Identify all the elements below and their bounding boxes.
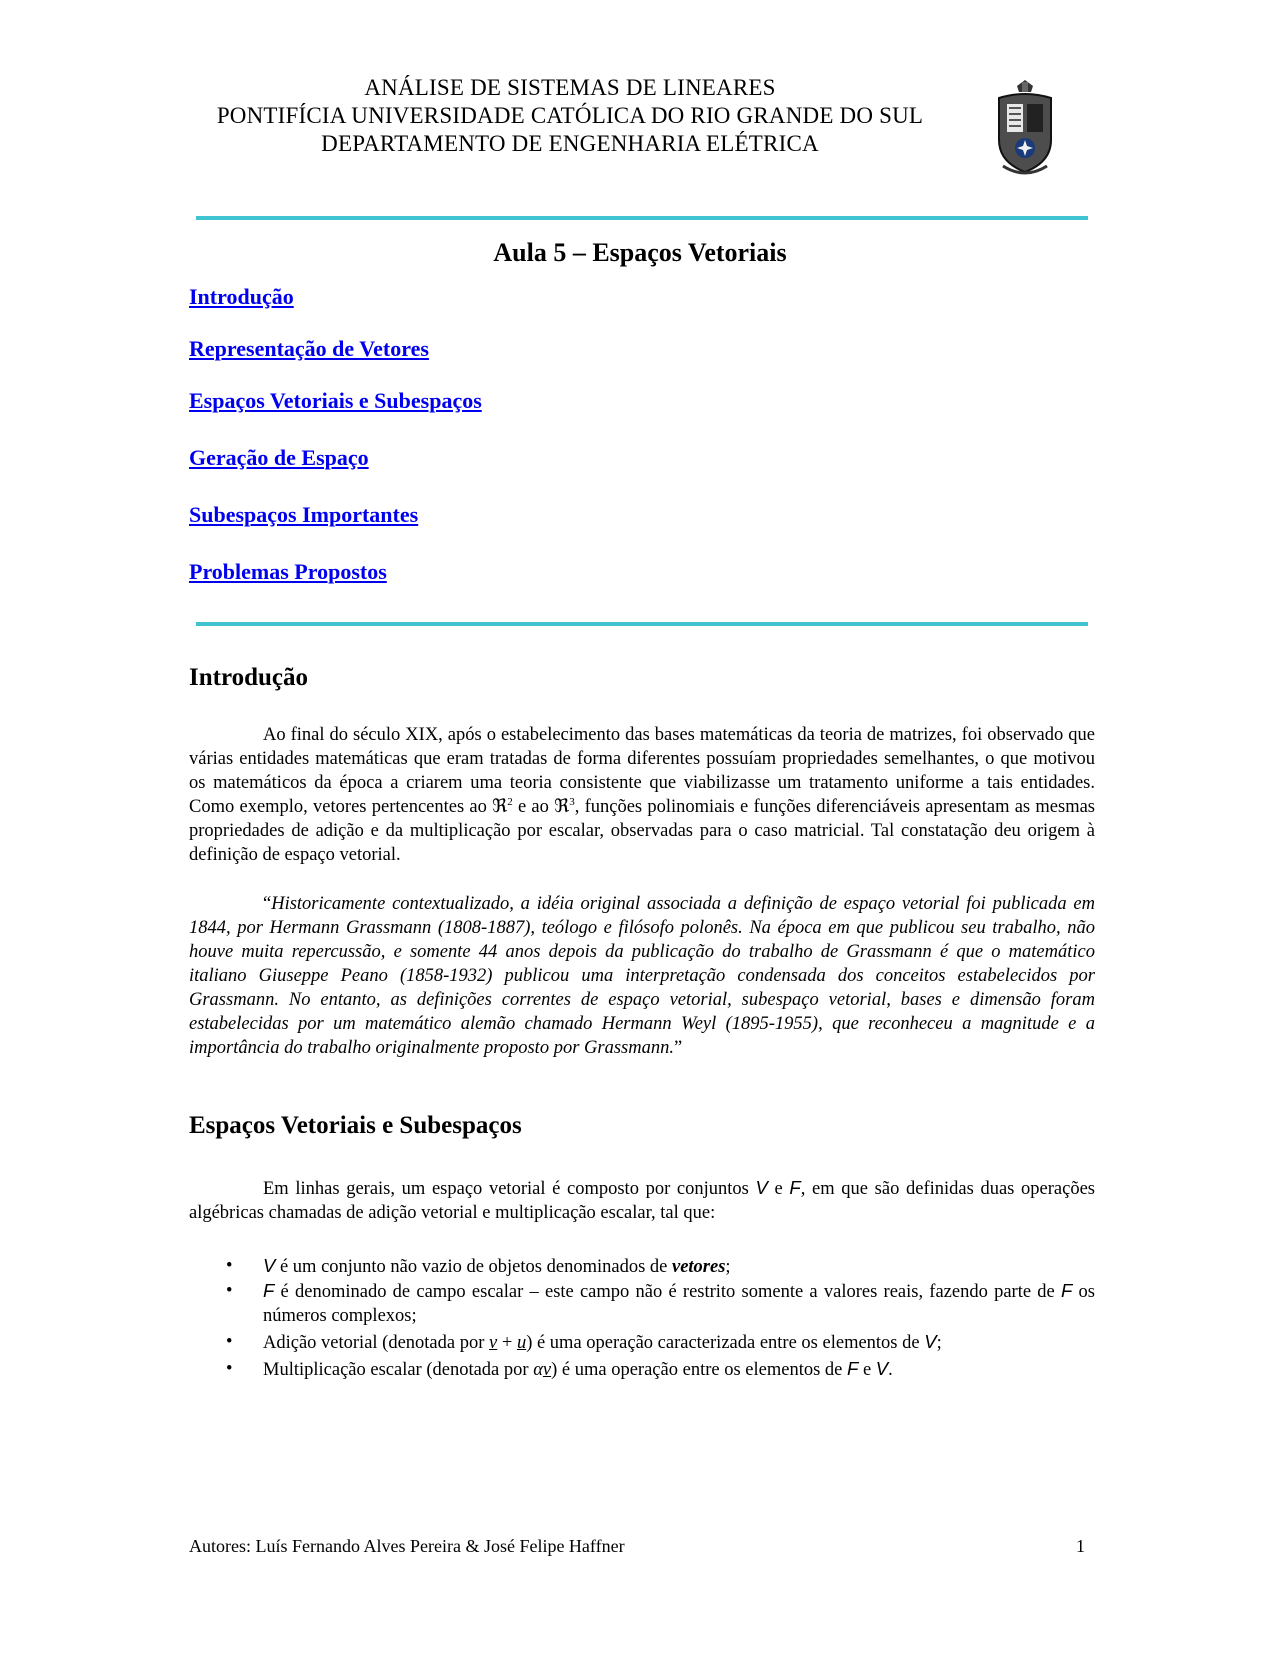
spaces-paragraph: Em linhas gerais, um espaço vetorial é composto por conjuntos V e F, em que são definidas duas operações algébricas chamadas de adição vetorial e multiplicação escalar, tal que:	[189, 1177, 1095, 1223]
top-divider	[196, 216, 1088, 220]
intro-heading: Introdução	[189, 664, 309, 691]
page-number: 1	[1076, 1536, 1085, 1556]
document-header	[150, 74, 990, 158]
header-course: ANÁLISE DE SISTEMAS DE LINEARES	[364, 75, 776, 100]
list-item: • Multiplicação escalar (denotada por αv) é uma operação entre os elementos de F e V.	[189, 1357, 1095, 1382]
header-university: PONTIFÍCIA UNIVERSIDADE CATÓLICA DO RIO GRANDE DO SUL	[216, 103, 924, 128]
toc-link-geracao-espaco[interactable]: Geração de Espaço	[189, 445, 369, 470]
bottom-divider	[196, 622, 1088, 626]
definition-list	[189, 1254, 1095, 1382]
intro-paragraph: Ao final do século XIX, após o estabelecimento das bases matemáticas da teoria de matrizes, foi observado que várias entidades matemáticas que eram tratadas de forma diferentes possuíam propriedades semelhantes, o que motivou os matemáticos da época a criarem uma teoria consistente que viabilizasse um tratamento uniforme a tais entidades. Como exemplo, vetores pertencentes ao ℜ$^2$ e ao ℜ$^3$, funções polinomiais e funções diferenciáveis apresentam as mesmas propriedades de adição e da multiplicação por escalar, observadas para o caso matricial. Tal constatação deu origem à definição de espaço vetorial.	[189, 725, 1095, 865]
historical-quote: “Historicamente contextualizado, a idéia original associada a definição de espaço vetorial foi publicada em 1844, por Hermann Grassmann (1808-1887), teólogo e filósofo polonês. Na época em que publicou seu trabalho, não houve muita repercussão, e somente 44 anos depois da publicação do trabalho de Grassmann é que o matemático italiano Giuseppe Peano (1858-1932) publicou uma interpretação condensada dos conceitos estabelecidos por Grassmann. No entanto, as definições correntes de espaço vetorial, subespaço vetorial, bases e dimensão foram estabelecidas por um matemático alemão chamado Hermann Weyl (1895-1955), que reconheceu a magnitude e a importância do trabalho originalmente proposto por Grassmann.”	[189, 894, 1095, 1058]
page-title: Aula 5 – Espaços Vetoriais	[493, 238, 787, 267]
toc-link-problemas[interactable]: Problemas Propostos	[189, 559, 387, 584]
list-item: • F é denominado de campo escalar – este campo não é restrito somente a valores reais, fazendo parte de F os números complexos;	[189, 1279, 1095, 1328]
toc-link-espacos-vetoriais[interactable]: Espaços Vetoriais e Subespaços	[189, 388, 482, 413]
footer-authors: Autores: Luís Fernando Alves Pereira & José Felipe Haffner	[189, 1536, 625, 1556]
university-crest-icon	[995, 80, 1055, 180]
toc-link-representacao[interactable]: Representação de Vetores	[189, 336, 429, 361]
header-department: DEPARTAMENTO DE ENGENHARIA ELÉTRICA	[321, 131, 819, 156]
toc-link-introducao[interactable]: Introdução	[189, 284, 294, 309]
list-item: • V é um conjunto não vazio de objetos denominados de vetores;	[189, 1254, 1095, 1279]
page-footer	[189, 1536, 1085, 1557]
spaces-heading: Espaços Vetoriais e Subespaços	[189, 1112, 522, 1139]
list-item: • Adição vetorial (denotada por v + u) é uma operação caracterizada entre os elementos de V;	[189, 1330, 1095, 1355]
toc-link-subespacos[interactable]: Subespaços Importantes	[189, 502, 419, 527]
